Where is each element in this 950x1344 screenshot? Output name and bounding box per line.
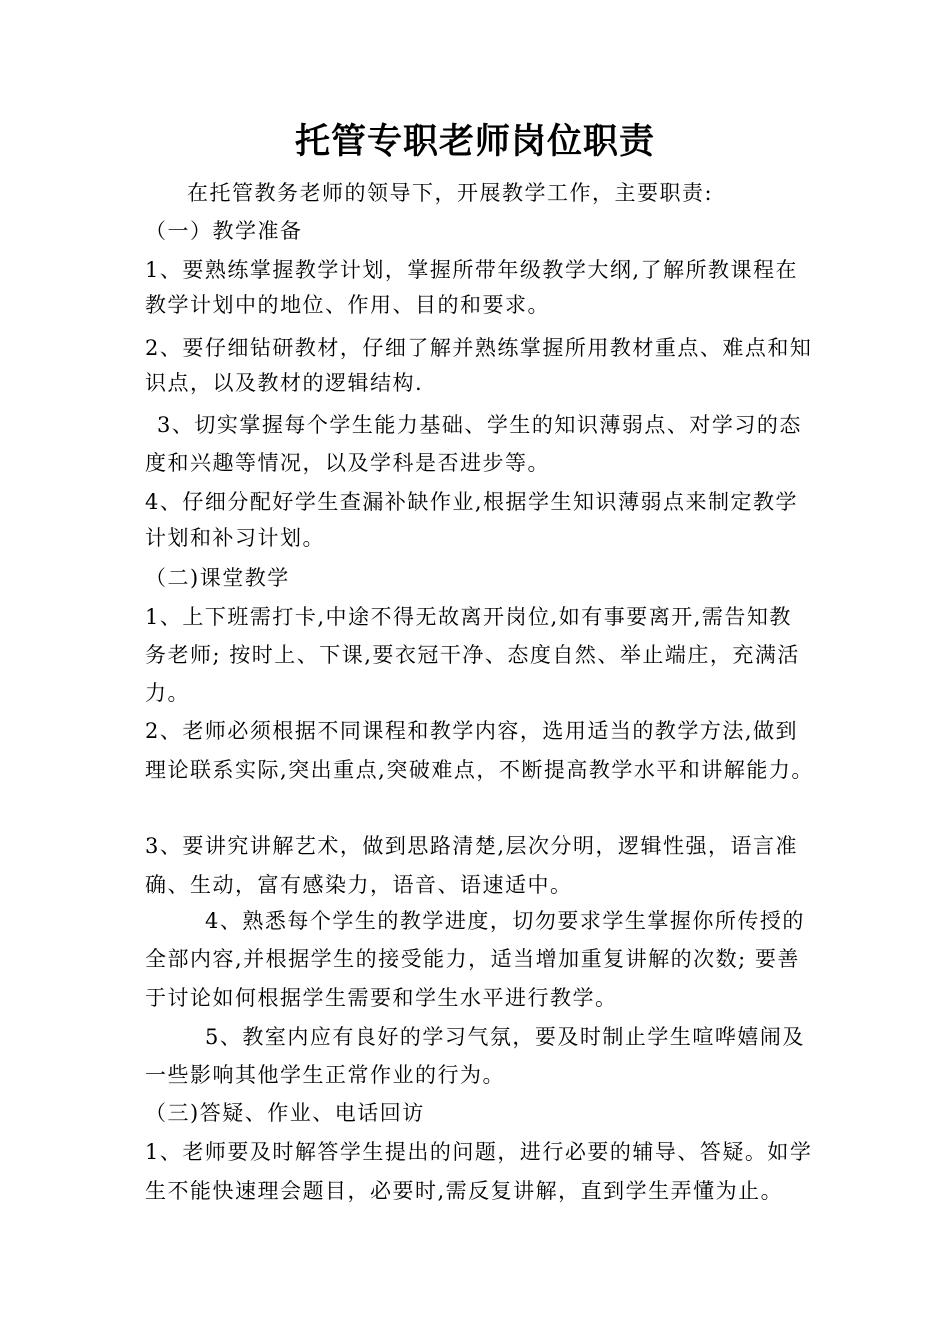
section-2-item-4-line-1: 4、熟悉每个学生的教学进度，切勿要求学生掌握你所传授的 [205, 909, 805, 933]
section-1-item-1-line-2: 教学计划中的地位、作用、目的和要求。 [145, 293, 550, 317]
section-1-heading: （一）教学准备 [145, 219, 303, 243]
section-2-item-1-line-1: 1、上下班需打卡,中途不得无故离开岗位,如有事要离开,需告知教 [145, 605, 792, 629]
section-2-item-4-line-3: 于讨论如何根据学生需要和学生水平进行教学。 [145, 986, 618, 1010]
section-2-heading: （二)课堂教学 [145, 566, 290, 590]
section-3-item-1-line-2: 生不能快速理会题目，必要时,需反复讲解，直到学生弄懂为止。 [145, 1179, 784, 1203]
section-1-item-4-line-1: 4、仔细分配好学生查漏补缺作业,根据学生知识薄弱点来制定教学 [145, 490, 799, 514]
section-2-item-5-line-2: 一些影响其他学生正常作业的行为。 [145, 1063, 505, 1087]
section-1-item-2-line-1: 2、要仔细钻研教材，仔细了解并熟练掌握所用教材重点、难点和知 [145, 336, 813, 360]
section-3-item-1-line-1: 1、老师要及时解答学生提出的问题，进行必要的辅导、答疑。如学 [145, 1140, 813, 1164]
section-2-item-2-line-1: 2、老师必须根据不同课程和教学内容，选用适当的教学方法,做到 [145, 719, 799, 743]
section-1-item-3-line-1: 3、切实掌握每个学生能力基础、学生的知识薄弱点、对学习的态 [157, 413, 802, 437]
section-2-item-1-line-3: 力。 [145, 681, 190, 705]
intro-text: 在托管教务老师的领导下，开展教学工作，主要职责: [187, 181, 714, 205]
section-2-item-3-line-1: 3、要讲究讲解艺术，做到思路清楚,层次分明，逻辑性强，语言准 [145, 834, 799, 858]
section-2-item-3-line-2: 确、生动，富有感染力，语音、语速适中。 [145, 873, 573, 897]
section-2-item-5-line-1: 5、教室内应有良好的学习气氛，要及时制止学生喧哗嬉闹及 [205, 1025, 805, 1049]
section-2-item-1-line-2: 务老师; 按时上、下课,要衣冠干净、态度自然、举止端庄，充满活 [145, 643, 800, 667]
section-1-item-2-line-2: 识点，以及教材的逻辑结构. [145, 371, 424, 395]
section-2-item-2-line-2: 理论联系实际,突出重点,突破难点，不断提高教学水平和讲解能力。 [145, 758, 814, 782]
section-2-item-4-line-2: 全部内容,并根据学生的接受能力，适当增加重复讲解的次数; 要善 [145, 947, 800, 971]
document-title: 托管专职老师岗位职责 [294, 121, 655, 162]
section-3-heading: （三)答疑、作业、电话回访 [145, 1101, 425, 1125]
section-1-item-3-line-2: 度和兴趣等情况，以及学科是否进步等。 [145, 451, 550, 475]
section-1-item-1-line-1: 1、要熟练掌握教学计划，掌握所带年级教学大纲,了解所教课程在 [145, 258, 799, 282]
section-1-item-4-line-2: 计划和补习计划。 [145, 526, 325, 550]
